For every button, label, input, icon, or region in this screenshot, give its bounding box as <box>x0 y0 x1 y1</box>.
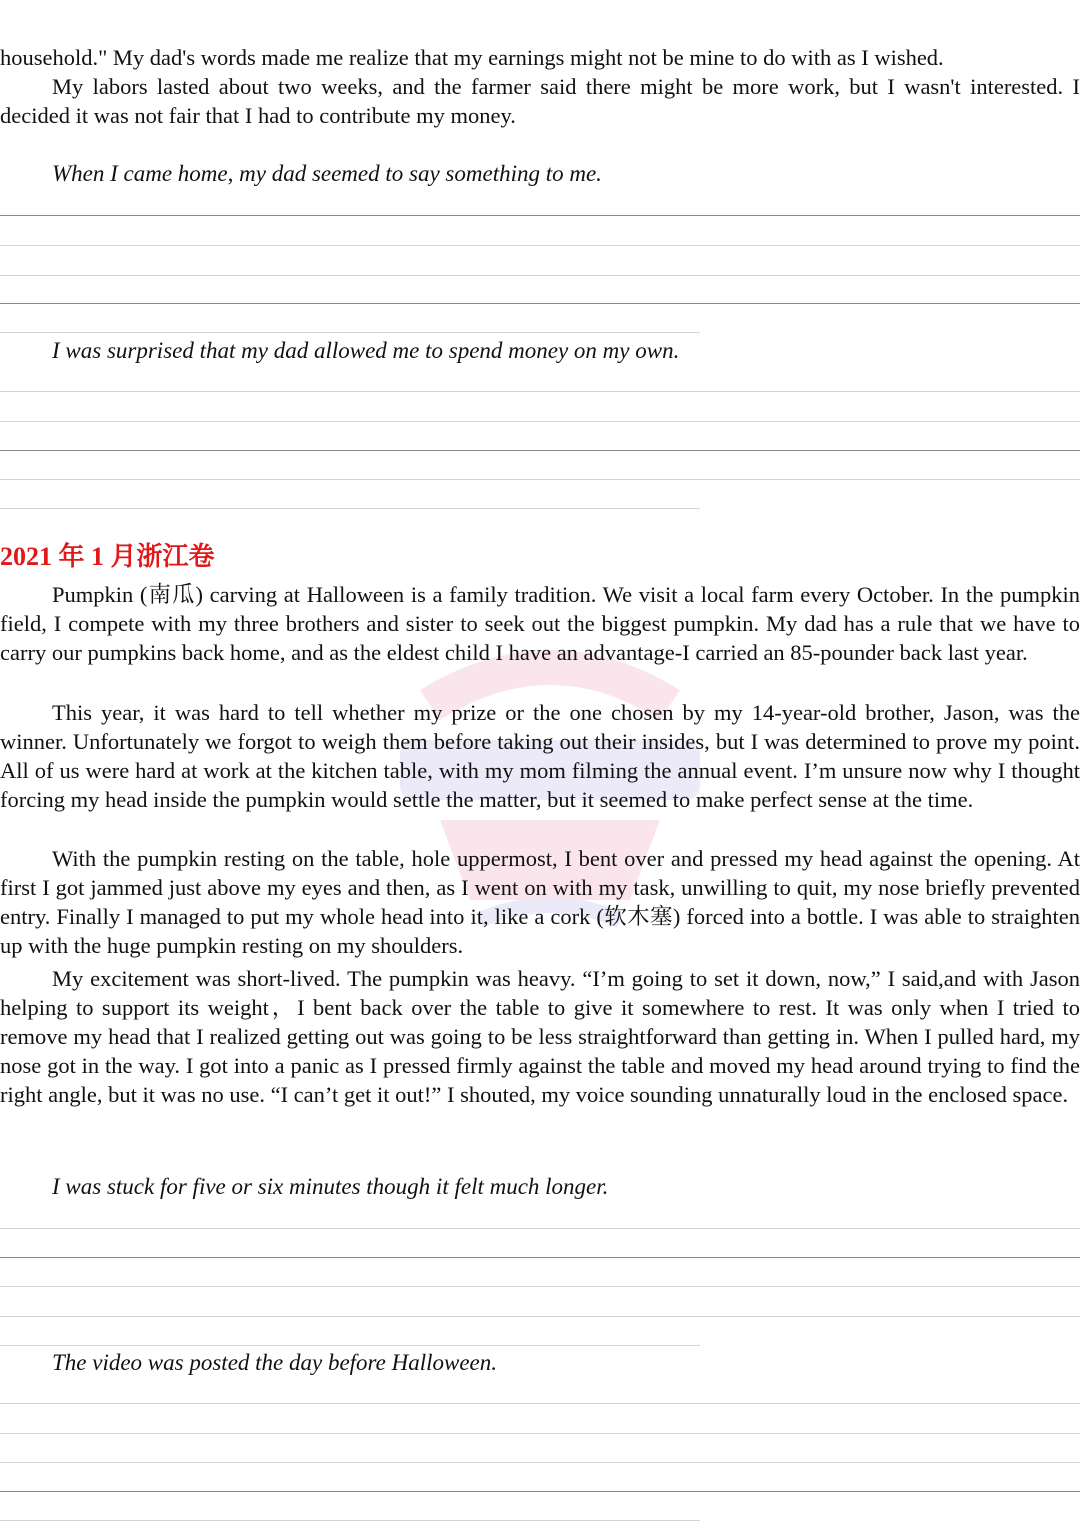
writing-line <box>0 1520 700 1521</box>
writing-line <box>0 1433 1080 1434</box>
writing-line <box>0 1462 1080 1463</box>
writing-prompt: When I came home, my dad seemed to say something to me. <box>52 161 602 186</box>
writing-line <box>0 391 1080 392</box>
writing-line <box>0 508 700 509</box>
paragraph-text: My labors lasted about two weeks, and the farmer said there might be more work, but I wasn't interested. I decided it was not fair that I had to contribute my money. <box>0 74 1080 128</box>
paragraph <box>0 580 1080 667</box>
paragraph-text: My excitement was short-lived. The pumpkin was heavy. “I’m going to set it down, now,” I said,and with Jason helping to support its weight，I bent back over the table to give it somewhere to rest. It was only when I tried to remove my head that I realized getting out was going to be less straightforward than getting in. When I pulled hard, my nose got in the way. I got into a panic as I pressed firmly against the table and moved my head around trying to find the right angle, but it was no use. “I can’t get it out!” I shouted, my voice sounding unnaturally loud in the enclosed space. <box>0 966 1080 1107</box>
writing-line <box>0 421 1080 422</box>
writing-line <box>0 245 1080 246</box>
writing-line <box>0 1491 1080 1492</box>
paragraph <box>0 844 1080 960</box>
section-heading: 2021 年 1 月浙江卷 <box>0 542 215 571</box>
writing-line <box>0 479 1080 480</box>
writing-line <box>0 450 1080 451</box>
paragraph-text: With the pumpkin resting on the table, hole uppermost, I bent over and pressed my head against the opening. At first I got jammed just above my eyes and then, as I went on with my task, unwilling to quit, my nose briefly prevented entry. Finally I managed to put my whole head into it, like a cork (软木塞) forced into a bottle. I was able to straighten up with the huge pumpkin resting on my shoulders. <box>0 846 1080 958</box>
writing-prompt: I was stuck for five or six minutes though it felt much longer. <box>52 1174 609 1199</box>
writing-line <box>0 303 1080 304</box>
writing-line <box>0 275 1080 276</box>
paragraph <box>0 72 1080 130</box>
writing-line <box>0 215 1080 216</box>
paragraph <box>0 698 1080 814</box>
writing-line <box>0 1286 1080 1287</box>
writing-line <box>0 1345 700 1346</box>
paragraph-text: This year, it was hard to tell whether my prize or the one chosen by my 14-year-old brother, Jason, was the winner. Unfortunately we forgot to weigh them before taking out their insides, but I was determined to prove my point. All of us were hard at work at the kitchen table, with my mom filming the annual event. I’m unsure now why I thought forcing my head inside the pumpkin would settle the matter, but it seemed to make perfect sense at the time. <box>0 700 1080 812</box>
paragraph <box>0 964 1080 1109</box>
writing-line <box>0 1228 1080 1229</box>
paragraph: household." My dad's words made me realize that my earnings might not be mine to do with as I wished. <box>0 45 944 70</box>
writing-line <box>0 332 700 333</box>
writing-line <box>0 1316 1080 1317</box>
writing-line <box>0 1403 1080 1404</box>
writing-prompt: I was surprised that my dad allowed me to spend money on my own. <box>52 338 680 363</box>
writing-line <box>0 1257 1080 1258</box>
paragraph-text: Pumpkin (南瓜) carving at Halloween is a family tradition. We visit a local farm every October. In the pumpkin field, I compete with my three brothers and sister to seek out the biggest pumpkin. My dad has a rule that we have to carry our pumpkins back home, and as the eldest child I have an advantage-I carried an 85-pounder back last year. <box>0 582 1080 665</box>
writing-prompt: The video was posted the day before Halloween. <box>52 1350 498 1375</box>
